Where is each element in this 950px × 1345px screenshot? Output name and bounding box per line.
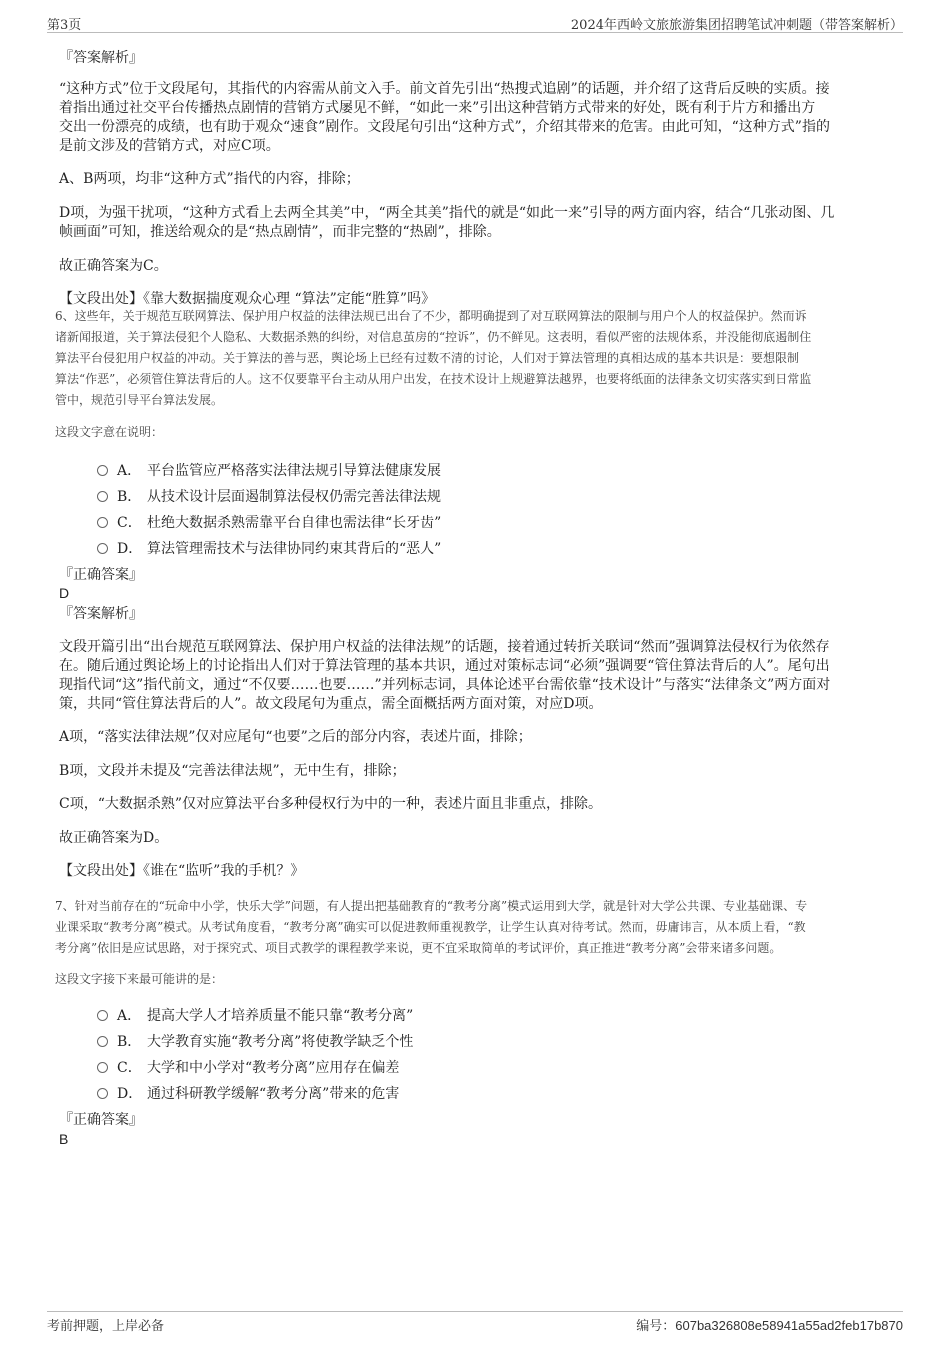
page-header [47, 12, 903, 33]
radio-icon[interactable] [97, 491, 108, 502]
document-title: 2024年西岭文旅旅游集团招聘笔试冲刺题（带答案解析） [570, 18, 903, 33]
option-text: 从技术设计层面遏制算法侵权仍需完善法律法规 [147, 489, 441, 505]
q7-option-d[interactable] [97, 1083, 399, 1103]
q5-analysis-line: “这种方式”位于文段尾句，其指代的内容需从前文入手。前文首先引出“热搜式追剧”的话题，并介绍了这背后反映的实质。接 [59, 81, 830, 97]
q5-analysis-line: 着指出通过社交平台传播热点剧情的营销方式屡见不鲜，“如此一来”引出这种营销方式带来的好处，既有利于片方和播出方 [59, 100, 816, 116]
q6-b-explanation: B项，文段并未提及“完善法律法规”，无中生有，排除； [59, 763, 406, 779]
radio-icon[interactable] [97, 465, 108, 476]
q6-analysis-line: 现指代词“这”指代前文，通过“不仅要……也要……”并列标志词，具体论述平台需依靠“技术设计”与落实“法律条文”两方面对 [59, 677, 831, 693]
q6-analysis-line: 在。随后通过舆论场上的讨论指出人们对于算法管理的基本共识，通过对策标志词“必须”强调要“管住算法背后的人”。尾句出 [59, 658, 830, 674]
q6-stem-line: 6、这些年，关于规范互联网算法、保护用户权益的法律法规已出台了不少，都明确提到了对互联网算法的限制与用户个人的权益保护。然而诉 [55, 309, 807, 323]
q6-stem-line: 算法平台侵犯用户权益的冲动。关于算法的善与恶，舆论场上已经有过数不清的讨论，人们对于算法管理的真相达成的基本共识是：要想限制 [55, 351, 800, 365]
q6-conclusion: 故正确答案为D。 [59, 830, 169, 846]
code-label: 编号： [636, 1319, 676, 1334]
q6-analysis-title: 『答案解析』 [59, 606, 143, 622]
q6-analysis-line: 策，共同“管住算法背后的人”。故文段尾句为重点，需全面概括两方面对策，对应D项。 [59, 696, 603, 712]
option-letter: A． [117, 463, 142, 479]
q6-stem-line: 诸新闻报道，关于算法侵犯个人隐私、大数据杀熟的纠纷，对信息茧房的“控诉”，仍不鲜见。这表明，看似严密的法规体系，并没能彻底遏制住 [55, 330, 812, 344]
q6-analysis-line: 文段开篇引出“出台规范互联网算法、保护用户权益的法律法规”的话题，接着通过转折关联词“然而”强调算法侵权行为依然存 [59, 639, 830, 655]
q5-d-explanation: 帧画面”可知，推送给观众的是“热点剧情”，而非完整的“热剧”，排除。 [59, 224, 501, 240]
option-text: 大学教育实施“教考分离”将使教学缺乏个性 [147, 1034, 414, 1050]
q5-ab-explanation: A、B两项，均非“这种方式”指代的内容，排除； [59, 171, 360, 187]
option-text: 通过科研教学缓解“教考分离”带来的危害 [147, 1086, 400, 1102]
q6-source: 【文段出处】《谁在“监听”我的手机？》 [59, 863, 305, 879]
q7-option-b[interactable] [97, 1031, 413, 1051]
q7-stem-line: 考分离”依旧是应试思路，对于探究式、项目式教学的课程教学来说，更不宜采取简单的考试评价，真正推进“教考分离”会带来诸多问题。 [55, 941, 782, 955]
page-number: 第3页 [47, 18, 82, 33]
option-letter: B． [117, 489, 142, 505]
q7-stem-line: 7、针对当前存在的“玩命中小学，快乐大学”问题，有人提出把基础教育的“教考分离”模式运用到大学，就是针对大学公共课、专业基础课、专 [55, 899, 808, 913]
option-letter: C． [117, 1060, 142, 1076]
option-letter: C． [117, 515, 142, 531]
code-value: 607ba326808e58941a55ad2feb17b870 [675, 1318, 903, 1333]
option-text: 杜绝大数据杀熟需靠平台自律也需法律“长牙齿” [147, 515, 442, 531]
q7-correct-answer: B [59, 1131, 69, 1147]
radio-icon[interactable] [97, 543, 108, 554]
option-text: 提高大学人才培养质量不能只靠“教考分离” [147, 1008, 414, 1024]
footer-slogan: 考前押题，上岸必备 [47, 1319, 165, 1334]
q6-prompt: 这段文字意在说明： [55, 425, 164, 439]
q6-option-a[interactable] [97, 460, 441, 480]
q5-analysis-line: 是前文涉及的营销方式，对应C项。 [59, 138, 280, 154]
option-letter: B． [117, 1034, 142, 1050]
q7-option-a[interactable] [97, 1005, 413, 1025]
q6-option-b[interactable] [97, 486, 441, 506]
document-code [636, 1315, 903, 1334]
q7-prompt: 这段文字接下来最可能讲的是： [55, 972, 224, 986]
option-letter: D． [117, 1086, 143, 1102]
radio-icon[interactable] [97, 1036, 108, 1047]
q6-option-d[interactable] [97, 538, 441, 558]
q7-correct-title: 『正确答案』 [59, 1112, 143, 1128]
q7-option-c[interactable] [97, 1057, 399, 1077]
q6-a-explanation: A项，“落实法律法规”仅对应尾句“也要”之后的部分内容，表述片面，排除； [59, 729, 532, 745]
q6-stem [55, 306, 811, 411]
q7-stem [55, 896, 807, 959]
option-text: 大学和中小学对“教考分离”应用存在偏差 [147, 1060, 400, 1076]
option-text: 算法管理需技术与法律协同约束其背后的“恶人” [147, 541, 442, 557]
q5-conclusion: 故正确答案为C。 [59, 258, 168, 274]
radio-icon[interactable] [97, 517, 108, 528]
q5-d-explanation: D项，为强干扰项，“这种方式看上去两全其美”中，“两全其美”指代的就是“如此一来”引导的两方面内容，结合“几张动图、几 [59, 205, 835, 221]
q7-stem-line: 业课采取“教考分离”模式。从考试角度看，“教考分离”确实可以促进教师重视教学，让学生认真对待考试。然而，毋庸讳言，从本质上看，“教 [55, 920, 806, 934]
q5-source: 【文段出处】《靠大数据揣度观众心理 “算法”定能“胜算”吗》 [59, 291, 436, 307]
page-footer [47, 1311, 903, 1334]
option-letter: D． [117, 541, 143, 557]
q6-correct-title: 『正确答案』 [59, 567, 143, 583]
radio-icon[interactable] [97, 1010, 108, 1021]
q6-c-explanation: C项，“大数据杀熟”仅对应算法平台多种侵权行为中的一种，表述片面且非重点，排除。 [59, 796, 603, 812]
q6-stem-line: 管中，规范引导平台算法发展。 [55, 393, 224, 407]
radio-icon[interactable] [97, 1088, 108, 1099]
q5-analysis-title: 『答案解析』 [59, 50, 143, 66]
q6-option-c[interactable] [97, 512, 441, 532]
q6-stem-line: 算法“作恶”，必须管住算法背后的人。这不仅要靠平台主动从用户出发，在技术设计上规避算法越界，也要将纸面的法律条文切实落实到日常监 [55, 372, 812, 386]
option-text: 平台监管应严格落实法律法规引导算法健康发展 [147, 463, 441, 479]
radio-icon[interactable] [97, 1062, 108, 1073]
q5-analysis-line: 交出一份漂亮的成绩，也有助于观众“速食”剧作。文段尾句引出“这种方式”，介绍其带来的危害。由此可知，“这种方式”指的 [59, 119, 830, 135]
option-letter: A． [117, 1008, 142, 1024]
q6-correct-answer: D [59, 585, 70, 601]
